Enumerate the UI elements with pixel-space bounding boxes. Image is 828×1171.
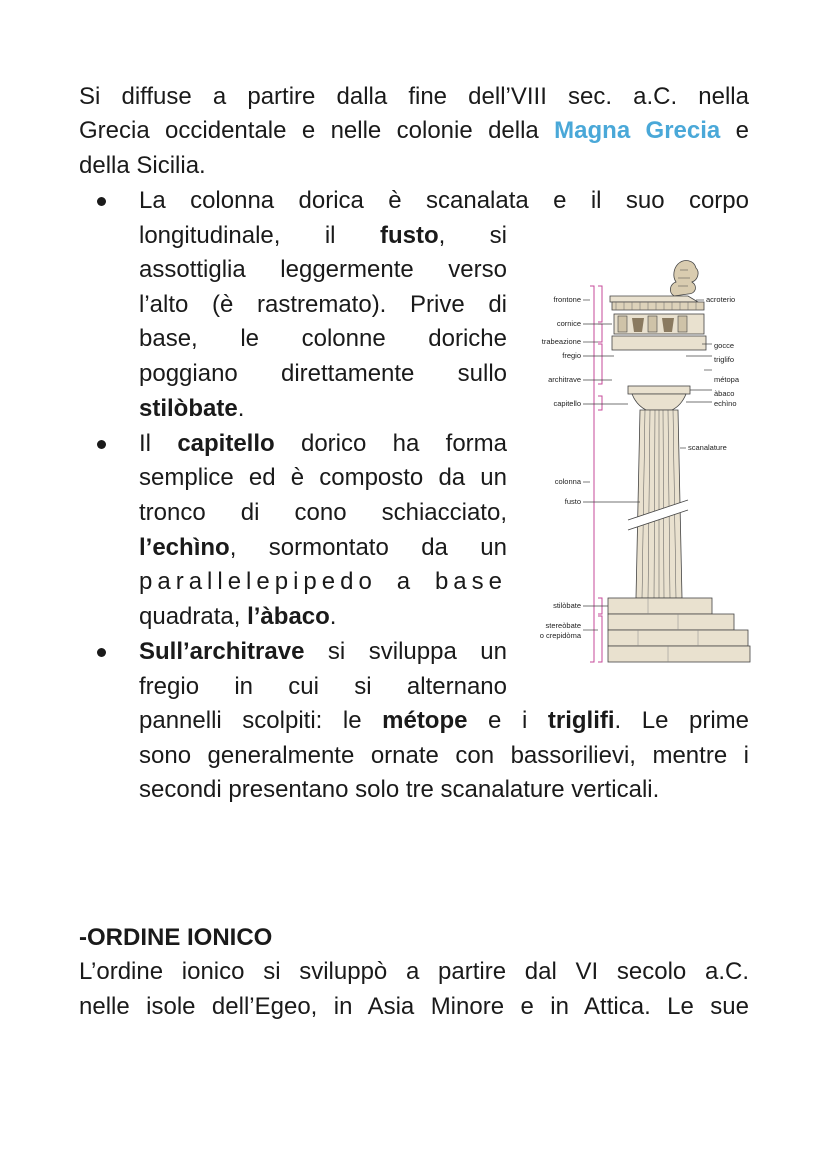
ionic-line-2: nelle isole dell’Egeo, in Asia Minore e in Attica. Le sue: [79, 993, 749, 1020]
bullet1-line-1: La colonna dorica è scanalata e il suo corpo: [139, 187, 749, 214]
bullet1-line-7: stilòbate.: [139, 395, 245, 422]
bullet1-line-3: assottiglia leggermente verso: [139, 256, 507, 283]
bullet2-line-4: l’echìno, sormontato da un: [139, 534, 507, 561]
ionic-line-1: L’ordine ionico si sviluppò a partire dal VI secolo a.C.: [79, 958, 749, 985]
bullet2-line-6: quadrata, l’àbaco.: [139, 603, 337, 630]
triglifi-term: triglifi: [547, 707, 615, 734]
echino-term: l’echìno: [139, 534, 230, 561]
label-metopa: métopa: [714, 375, 740, 384]
bullet1-line-5: base, le colonne doriche: [139, 325, 507, 352]
intro-line-1: Si diffuse a partire dalla fine dell’VIII sec. a.C. nella: [79, 83, 749, 110]
intro-line-3: della Sicilia.: [79, 152, 206, 179]
label-cornice: cornice: [556, 319, 581, 328]
abaco-shape: [628, 386, 690, 394]
bullet3-line-2: fregio in cui si alternano: [139, 673, 507, 700]
stilobate-term: stilòbate: [139, 395, 238, 422]
bullet3-line-3: pannelli scolpiti: le métope e i triglifi. Le prime: [139, 707, 750, 734]
section-heading-ionic: -ORDINE IONICO: [79, 924, 273, 951]
label-scanalature: scanalature: [688, 443, 727, 452]
stereobate-steps: [608, 598, 750, 662]
label-stilobate: stilòbate: [553, 601, 581, 610]
intro-line-2: Grecia occidentale e nelle colonie della Magna Grecia e: [79, 117, 749, 144]
bullet-dot-2: [97, 440, 106, 449]
bullet2-line-3: tronco di cono schiacciato,: [139, 499, 507, 526]
acroterio-ornament: [670, 261, 698, 296]
label-architrave: architrave: [548, 375, 581, 384]
label-fusto: fusto: [564, 497, 581, 506]
capitello-term: capitello: [177, 430, 275, 457]
bullet-dot-1: [97, 197, 106, 206]
architrave-term: Sull’architrave: [139, 638, 305, 665]
magna-grecia-highlight: Magna Grecia: [554, 117, 721, 144]
label-trabeazione: trabeazione: [541, 337, 581, 346]
doric-order-diagram: [528, 258, 758, 668]
architrave-shape: [612, 336, 706, 350]
label-crepidoma: o crepidòma: [539, 631, 581, 640]
label-frontone: frontone: [553, 295, 581, 304]
bullet3-line-5: secondi presentano solo tre scanalature verticali.: [139, 776, 660, 803]
metope-term: métope: [382, 707, 468, 734]
echino-shape: [632, 394, 686, 410]
label-acroterio: acroterio: [706, 295, 736, 304]
label-capitello: capitello: [553, 399, 581, 408]
fusto-term: fusto: [379, 222, 439, 249]
bullet2-line-2: semplice ed è composto da un: [139, 464, 507, 491]
label-abaco: àbaco: [714, 389, 735, 398]
bullet1-line-6: poggiano direttamente sullo: [139, 360, 507, 387]
bullet2-line-5: parallelepipedo a base: [139, 568, 507, 595]
label-stereobate: stereòbate: [545, 621, 581, 630]
fregio-shape: [614, 314, 704, 334]
label-echino: echìno: [714, 399, 737, 408]
bullet3-line-1: Sull’architrave si sviluppa un: [139, 638, 507, 665]
bullet3-line-4: sono generalmente ornate con bassorilievi, mentre i: [139, 742, 749, 769]
label-colonna: colonna: [554, 477, 581, 486]
label-triglifo: triglifo: [714, 355, 735, 364]
cornice-shape: [612, 302, 704, 310]
bullet1-line-4: l’alto (è rastremato). Prive di: [139, 291, 507, 318]
label-gocce: gocce: [714, 341, 735, 350]
bullet1-line-2: longitudinale, il fusto, si: [139, 222, 508, 249]
bullet2-line-1: Il capitello dorico ha forma: [139, 430, 508, 457]
label-fregio: fregio: [562, 351, 581, 360]
frontone-shape: [610, 296, 698, 302]
bullet-dot-3: [97, 648, 106, 657]
abaco-term: l’àbaco: [247, 603, 330, 630]
